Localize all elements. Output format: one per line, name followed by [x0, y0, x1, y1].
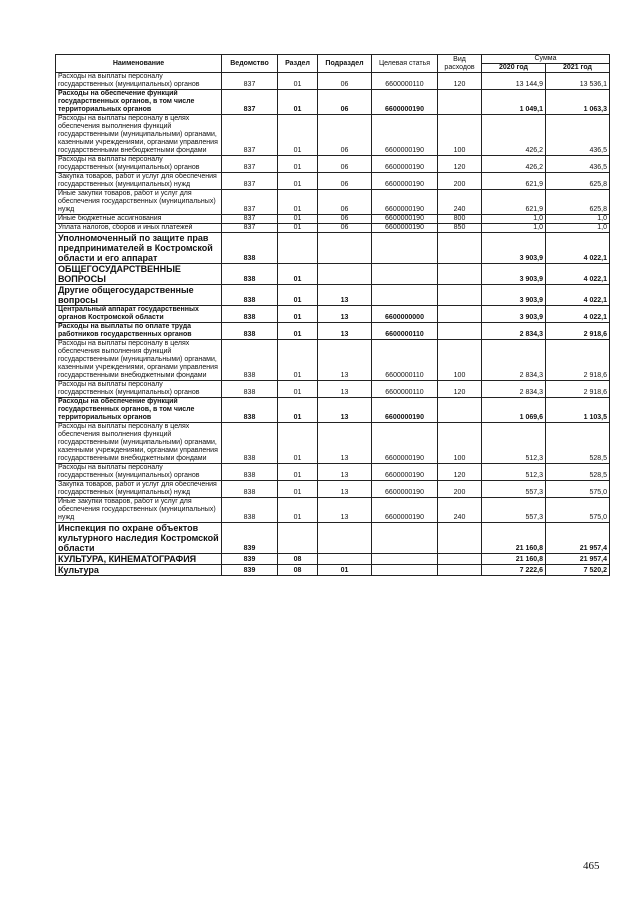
- table-row: [56, 215, 610, 224]
- row-vid: 120: [438, 464, 482, 481]
- row-name: Культура: [56, 565, 222, 576]
- row-podrazdel: 13: [318, 398, 372, 423]
- row-name: Иные бюджетные ассигнования: [56, 215, 222, 224]
- row-sum-2020: 2 834,3: [482, 381, 546, 398]
- row-sum-2021: 4 022,1: [546, 264, 610, 285]
- row-name: Уплата налогов, сборов и иных платежей: [56, 224, 222, 233]
- row-razdel: 01: [278, 215, 318, 224]
- row-sum-2020: 621,9: [482, 190, 546, 215]
- row-celevaya: 6600000190: [372, 481, 438, 498]
- row-podrazdel: 13: [318, 498, 372, 523]
- row-vedomstvo: 837: [222, 224, 278, 233]
- row-sum-2020: 426,2: [482, 115, 546, 156]
- row-celevaya: 6600000190: [372, 215, 438, 224]
- row-vid: [438, 523, 482, 554]
- row-name: Закупка товаров, работ и услуг для обеспечения государственных (муниципальных) нужд: [56, 173, 222, 190]
- row-sum-2021: 1,0: [546, 224, 610, 233]
- row-name: ОБЩЕГОСУДАРСТВЕННЫЕ ВОПРОСЫ: [56, 264, 222, 285]
- row-sum-2021: 1,0: [546, 215, 610, 224]
- row-podrazdel: 06: [318, 173, 372, 190]
- table-row: [56, 464, 610, 481]
- col-header-vedomstvo: Ведомство: [222, 55, 278, 73]
- row-sum-2021: 625,8: [546, 190, 610, 215]
- row-vedomstvo: 837: [222, 215, 278, 224]
- row-celevaya: 6600000110: [372, 340, 438, 381]
- row-sum-2021: 575,0: [546, 498, 610, 523]
- row-podrazdel: 13: [318, 481, 372, 498]
- row-podrazdel: 06: [318, 115, 372, 156]
- row-celevaya: [372, 554, 438, 565]
- row-vedomstvo: 837: [222, 90, 278, 115]
- row-celevaya: [372, 264, 438, 285]
- row-podrazdel: 13: [318, 306, 372, 323]
- table-row: [56, 323, 610, 340]
- row-sum-2021: 21 957,4: [546, 523, 610, 554]
- row-vedomstvo: 837: [222, 173, 278, 190]
- row-razdel: 01: [278, 73, 318, 90]
- row-name: Расходы на выплаты персоналу государственных (муниципальных) органов: [56, 381, 222, 398]
- row-vedomstvo: 839: [222, 523, 278, 554]
- row-sum-2021: 528,5: [546, 464, 610, 481]
- row-celevaya: 6600000190: [372, 173, 438, 190]
- row-vid: [438, 264, 482, 285]
- row-podrazdel: 06: [318, 190, 372, 215]
- row-vid: 200: [438, 173, 482, 190]
- table-row: [56, 481, 610, 498]
- row-sum-2020: 2 834,3: [482, 340, 546, 381]
- row-celevaya: [372, 523, 438, 554]
- table-row: [56, 340, 610, 381]
- row-sum-2020: 557,3: [482, 498, 546, 523]
- row-vedomstvo: 837: [222, 73, 278, 90]
- row-sum-2020: 13 144,9: [482, 73, 546, 90]
- row-sum-2020: 3 903,9: [482, 233, 546, 264]
- row-sum-2020: 621,9: [482, 173, 546, 190]
- row-podrazdel: 06: [318, 215, 372, 224]
- row-razdel: 08: [278, 565, 318, 576]
- row-razdel: 01: [278, 190, 318, 215]
- row-vid: [438, 398, 482, 423]
- table-row: [56, 285, 610, 306]
- row-celevaya: 6600000190: [372, 398, 438, 423]
- col-header-summa: Сумма: [482, 55, 610, 64]
- table-row: [56, 381, 610, 398]
- row-name: Расходы на выплаты персоналу государственных (муниципальных) органов: [56, 464, 222, 481]
- row-celevaya: [372, 285, 438, 306]
- row-vid: [438, 554, 482, 565]
- row-razdel: [278, 233, 318, 264]
- row-razdel: 01: [278, 464, 318, 481]
- row-sum-2021: 4 022,1: [546, 306, 610, 323]
- table-body: [56, 73, 610, 576]
- row-celevaya: 6600000190: [372, 115, 438, 156]
- row-celevaya: 6600000190: [372, 190, 438, 215]
- row-vid: 120: [438, 156, 482, 173]
- row-razdel: 08: [278, 554, 318, 565]
- row-podrazdel: 06: [318, 224, 372, 233]
- row-sum-2021: 4 022,1: [546, 233, 610, 264]
- table-row: [56, 224, 610, 233]
- row-vid: 100: [438, 115, 482, 156]
- table-row: [56, 398, 610, 423]
- row-vedomstvo: 838: [222, 498, 278, 523]
- row-name: Расходы на выплаты персоналу в целях обеспечения выполнения функций государственными (муниципальными) органами, казенными учреждениями, органами управления государственными внебюджетными фондами: [56, 115, 222, 156]
- row-sum-2021: 625,8: [546, 173, 610, 190]
- row-vedomstvo: 837: [222, 156, 278, 173]
- row-name: КУЛЬТУРА, КИНЕМАТОГРАФИЯ: [56, 554, 222, 565]
- row-razdel: 01: [278, 423, 318, 464]
- row-celevaya: 6600000110: [372, 73, 438, 90]
- row-vid: [438, 565, 482, 576]
- row-vedomstvo: 838: [222, 381, 278, 398]
- row-name: Закупка товаров, работ и услуг для обеспечения государственных (муниципальных) нужд: [56, 481, 222, 498]
- row-sum-2020: 1,0: [482, 215, 546, 224]
- table-row: [56, 306, 610, 323]
- row-podrazdel: 13: [318, 381, 372, 398]
- row-podrazdel: [318, 233, 372, 264]
- row-sum-2020: 7 222,6: [482, 565, 546, 576]
- row-sum-2021: 7 520,2: [546, 565, 610, 576]
- row-name: Уполномоченный по защите прав предпринимателей в Костромской области и его аппарат: [56, 233, 222, 264]
- row-celevaya: 6600000190: [372, 498, 438, 523]
- row-podrazdel: 06: [318, 73, 372, 90]
- row-vedomstvo: 838: [222, 398, 278, 423]
- budget-table: [55, 54, 610, 576]
- row-name: Расходы на выплаты персоналу государственных (муниципальных) органов: [56, 156, 222, 173]
- row-sum-2020: 512,3: [482, 423, 546, 464]
- table-row: [56, 264, 610, 285]
- row-vedomstvo: 838: [222, 340, 278, 381]
- row-sum-2021: 2 918,6: [546, 381, 610, 398]
- row-celevaya: 6600000190: [372, 90, 438, 115]
- row-razdel: 01: [278, 156, 318, 173]
- row-razdel: [278, 523, 318, 554]
- row-podrazdel: 13: [318, 285, 372, 306]
- row-vid: 100: [438, 423, 482, 464]
- row-name: Иные закупки товаров, работ и услуг для обеспечения государственных (муниципальных) нужд: [56, 498, 222, 523]
- row-name: Расходы на выплаты персоналу государственных (муниципальных) органов: [56, 73, 222, 90]
- row-vid: 100: [438, 340, 482, 381]
- row-vid: [438, 306, 482, 323]
- row-vedomstvo: 839: [222, 554, 278, 565]
- row-sum-2021: 1 063,3: [546, 90, 610, 115]
- table-row: [56, 156, 610, 173]
- row-razdel: 01: [278, 498, 318, 523]
- row-vid: 240: [438, 498, 482, 523]
- row-name: Расходы на выплаты персоналу в целях обеспечения выполнения функций государственными (муниципальными) органами, казенными учреждениями, органами управления государственными внебюджетными фондами: [56, 340, 222, 381]
- row-podrazdel: 06: [318, 90, 372, 115]
- row-name: Иные закупки товаров, работ и услуг для обеспечения государственных (муниципальных) нужд: [56, 190, 222, 215]
- row-razdel: 01: [278, 381, 318, 398]
- table-row: [56, 115, 610, 156]
- row-vedomstvo: 837: [222, 190, 278, 215]
- row-vedomstvo: 838: [222, 323, 278, 340]
- row-vid: [438, 285, 482, 306]
- row-podrazdel: 01: [318, 565, 372, 576]
- row-razdel: 01: [278, 285, 318, 306]
- row-celevaya: [372, 565, 438, 576]
- row-sum-2021: 436,5: [546, 115, 610, 156]
- row-name: Расходы на выплаты персоналу в целях обеспечения выполнения функций государственными (муниципальными) органами, казенными учреждениями, органами управления государственными внебюджетными фондами: [56, 423, 222, 464]
- row-vedomstvo: 838: [222, 481, 278, 498]
- col-header-razdel: Раздел: [278, 55, 318, 73]
- row-podrazdel: 13: [318, 423, 372, 464]
- row-sum-2021: 2 918,6: [546, 323, 610, 340]
- row-sum-2021: 4 022,1: [546, 285, 610, 306]
- row-podrazdel: 06: [318, 156, 372, 173]
- row-razdel: 01: [278, 173, 318, 190]
- row-vid: [438, 233, 482, 264]
- row-sum-2021: 528,5: [546, 423, 610, 464]
- row-sum-2020: 21 160,8: [482, 523, 546, 554]
- row-sum-2020: 512,3: [482, 464, 546, 481]
- row-vedomstvo: 838: [222, 306, 278, 323]
- row-razdel: 01: [278, 323, 318, 340]
- row-podrazdel: [318, 264, 372, 285]
- row-celevaya: 6600000190: [372, 423, 438, 464]
- col-header-2021: 2021 год: [546, 64, 610, 73]
- col-header-vid: Вид расходов: [438, 55, 482, 73]
- row-podrazdel: 13: [318, 340, 372, 381]
- row-vedomstvo: 838: [222, 233, 278, 264]
- row-razdel: 01: [278, 90, 318, 115]
- row-sum-2020: 1,0: [482, 224, 546, 233]
- page-number: 465: [583, 860, 600, 872]
- row-podrazdel: [318, 554, 372, 565]
- row-vid: 200: [438, 481, 482, 498]
- row-sum-2020: 21 160,8: [482, 554, 546, 565]
- row-sum-2021: 436,5: [546, 156, 610, 173]
- row-vedomstvo: 839: [222, 565, 278, 576]
- row-razdel: 01: [278, 340, 318, 381]
- table-row: [56, 565, 610, 576]
- row-name: Инспекция по охране объектов культурного наследия Костромской области: [56, 523, 222, 554]
- row-vid: 800: [438, 215, 482, 224]
- row-podrazdel: 13: [318, 323, 372, 340]
- row-celevaya: 6600000190: [372, 224, 438, 233]
- row-vedomstvo: 838: [222, 423, 278, 464]
- row-vid: [438, 90, 482, 115]
- row-sum-2020: 3 903,9: [482, 264, 546, 285]
- row-sum-2020: 3 903,9: [482, 285, 546, 306]
- table-row: [56, 173, 610, 190]
- row-vedomstvo: 837: [222, 115, 278, 156]
- row-razdel: 01: [278, 224, 318, 233]
- row-name: Расходы на выплаты по оплате труда работников государственных органов: [56, 323, 222, 340]
- row-sum-2021: 1 103,5: [546, 398, 610, 423]
- row-name: Другие общегосударственные вопросы: [56, 285, 222, 306]
- row-name: Центральный аппарат государственных органов Костромской области: [56, 306, 222, 323]
- row-razdel: 01: [278, 398, 318, 423]
- row-razdel: 01: [278, 306, 318, 323]
- row-sum-2020: 557,3: [482, 481, 546, 498]
- table-row: [56, 90, 610, 115]
- row-celevaya: 6600000000: [372, 306, 438, 323]
- row-vid: 120: [438, 73, 482, 90]
- table-row: [56, 73, 610, 90]
- row-vedomstvo: 838: [222, 264, 278, 285]
- row-vid: 120: [438, 381, 482, 398]
- row-vid: 850: [438, 224, 482, 233]
- row-sum-2020: 426,2: [482, 156, 546, 173]
- row-name: Расходы на обеспечение функций государственных органов, в том числе территориальных органов: [56, 90, 222, 115]
- row-sum-2020: 3 903,9: [482, 306, 546, 323]
- row-sum-2021: 2 918,6: [546, 340, 610, 381]
- row-celevaya: 6600000110: [372, 381, 438, 398]
- row-vid: [438, 323, 482, 340]
- row-sum-2020: 1 049,1: [482, 90, 546, 115]
- row-vid: 240: [438, 190, 482, 215]
- col-header-2020: 2020 год: [482, 64, 546, 73]
- table-row: [56, 190, 610, 215]
- table-row: [56, 523, 610, 554]
- table-row: [56, 498, 610, 523]
- row-razdel: 01: [278, 115, 318, 156]
- row-celevaya: 6600000110: [372, 323, 438, 340]
- row-sum-2020: 2 834,3: [482, 323, 546, 340]
- row-celevaya: [372, 233, 438, 264]
- row-vedomstvo: 838: [222, 464, 278, 481]
- row-podrazdel: [318, 523, 372, 554]
- table-row: [56, 233, 610, 264]
- row-razdel: 01: [278, 264, 318, 285]
- col-header-celevaya: Целевая статья: [372, 55, 438, 73]
- row-sum-2020: 1 069,6: [482, 398, 546, 423]
- row-razdel: 01: [278, 481, 318, 498]
- row-sum-2021: 21 957,4: [546, 554, 610, 565]
- row-sum-2021: 575,0: [546, 481, 610, 498]
- table-row: [56, 554, 610, 565]
- row-podrazdel: 13: [318, 464, 372, 481]
- row-celevaya: 6600000190: [372, 156, 438, 173]
- table-row: [56, 423, 610, 464]
- row-name: Расходы на обеспечение функций государственных органов, в том числе территориальных органов: [56, 398, 222, 423]
- col-header-name: Наименование: [56, 55, 222, 73]
- col-header-podrazdel: Подраздел: [318, 55, 372, 73]
- row-sum-2021: 13 536,1: [546, 73, 610, 90]
- row-celevaya: 6600000190: [372, 464, 438, 481]
- row-vedomstvo: 838: [222, 285, 278, 306]
